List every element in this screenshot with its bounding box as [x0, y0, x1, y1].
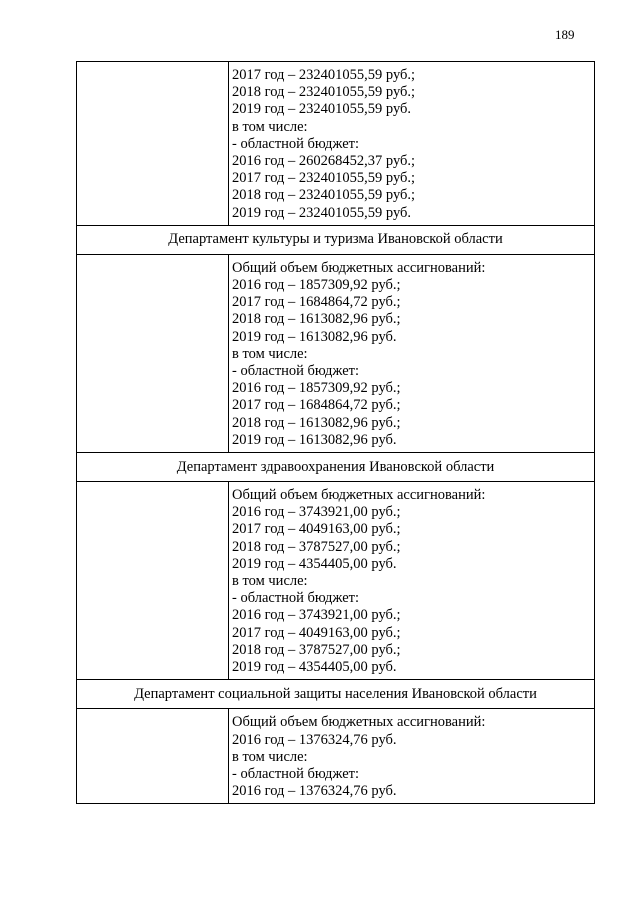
funding-line: 2017 год – 232401055,59 руб.;: [232, 67, 416, 83]
funding-cell: [229, 709, 594, 803]
funding-line: Общий объем бюджетных ассигнований:: [232, 487, 486, 504]
funding-line: 2018 год – 232401055,59 руб.;: [232, 187, 416, 204]
funding-cell: [229, 482, 594, 679]
funding-line: в том числе:: [232, 118, 308, 135]
funding-line: в том числе:: [232, 345, 308, 362]
funding-line: - областной бюджет:: [232, 765, 360, 782]
funding-line: - областной бюджет:: [232, 135, 360, 152]
funding-line: 2018 год – 1613082,96 руб.;: [232, 311, 401, 328]
funding-line: в том числе:: [232, 748, 308, 765]
empty-label-cell: [77, 482, 229, 679]
funding-line: 2017 год – 232401055,59 руб.;: [232, 170, 416, 187]
funding-line: 2019 год – 232401055,59 руб.: [232, 204, 412, 221]
funding-line: 2016 год – 1376324,76 руб.: [232, 731, 397, 748]
funding-line: - областной бюджет:: [232, 363, 360, 380]
department-header: Департамент здравоохранения Ивановской области: [77, 453, 594, 482]
funding-line: 2016 год – 1857309,92 руб.;: [232, 277, 401, 294]
funding-line: - областной бюджет:: [232, 590, 360, 607]
funding-line: 2018 год – 1613082,96 руб.;: [232, 414, 401, 431]
empty-label-cell: [77, 62, 229, 225]
funding-line: 2017 год – 1684864,72 руб.;: [232, 294, 401, 311]
funding-line: 2016 год – 260268452,37 руб.;: [232, 153, 416, 170]
department-header: Департамент социальной защиты населения Ивановской области: [77, 680, 594, 709]
department-header: Департамент культуры и туризма Ивановской области: [77, 226, 594, 255]
funding-line: 2019 год – 4354405,00 руб.: [232, 555, 397, 572]
funding-line: 2019 год – 1613082,96 руб.: [232, 328, 397, 345]
table-row: [77, 709, 594, 804]
funding-line: 2019 год – 1613082,96 руб.: [232, 431, 397, 448]
funding-line: Общий объем бюджетных ассигнований:: [232, 714, 486, 731]
budget-table: [76, 61, 595, 804]
funding-line: 2016 год – 3743921,00 руб.;: [232, 607, 401, 624]
funding-line: Общий объем бюджетных ассигнований:: [232, 259, 486, 276]
funding-line: 2018 год – 3787527,00 руб.;: [232, 538, 401, 555]
page-number: 189: [555, 27, 575, 42]
funding-line: 2016 год – 1376324,76 руб.: [232, 783, 397, 800]
funding-cell: [229, 255, 594, 452]
funding-line: 2017 год – 4049163,00 руб.;: [232, 521, 401, 538]
funding-line: 2019 год – 4354405,00 руб.: [232, 659, 397, 676]
funding-line: 2016 год – 1857309,92 руб.;: [232, 380, 401, 397]
funding-line: 2017 год – 4049163,00 руб.;: [232, 624, 401, 641]
funding-line: 2016 год – 3743921,00 руб.;: [232, 504, 401, 521]
funding-line: 2017 год – 1684864,72 руб.;: [232, 397, 401, 414]
empty-label-cell: [77, 255, 229, 452]
table-row: [77, 482, 594, 680]
funding-line: 2018 год – 232401055,59 руб.;: [232, 84, 416, 101]
table-row: [77, 62, 594, 226]
funding-line: 2019 год – 232401055,59 руб.: [232, 101, 412, 118]
empty-label-cell: [77, 709, 229, 803]
funding-line: в том числе:: [232, 573, 308, 590]
funding-cell: [229, 62, 594, 225]
table-row: [77, 255, 594, 453]
funding-line: 2018 год – 3787527,00 руб.;: [232, 641, 401, 658]
